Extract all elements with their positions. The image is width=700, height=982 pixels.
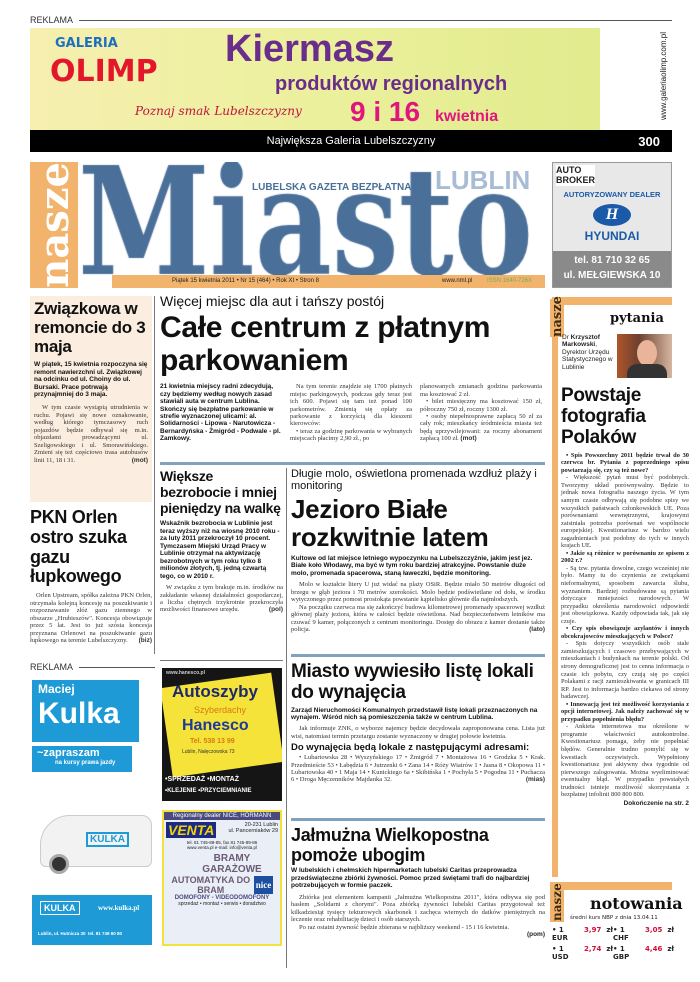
dealer-ad[interactable]: AUTO BROKER AUTORYZOWANY DEALER H HYUNDAI tel. 81 710 32 65 ul. MEŁGIEWSKA 10 bbox=[552, 162, 672, 288]
olimp-logo: OLIMP bbox=[50, 54, 158, 89]
advert-label: REKLAMA bbox=[30, 15, 672, 25]
advert-label: REKLAMA bbox=[30, 662, 155, 672]
car-image: KULKA bbox=[40, 815, 152, 867]
interview-question: • Jakie są różnice w porównaniu ze spisem z 2002 r.? bbox=[561, 549, 689, 565]
continued-link[interactable]: Dokończenie na str. 2 bbox=[623, 799, 689, 807]
ad-month: kwietnia bbox=[435, 108, 499, 125]
rate-currency: • 1 USD bbox=[552, 945, 569, 961]
section-rule bbox=[291, 654, 545, 657]
article-jezioro: Długie molo, oświetlona promenada wzdłuż plaży i monitoring Jezioro Białe rozkwitnie latem Kultowe od lat miejsce letniego wypoczynku na Lubelszczyźnie, jakim jest jez. Białe koło Włodawy, ma być w tym roku bardziej atrakcyjne. Powstanie duże molo, promenada spacerowa, staną ławeczki, będzie monitoring. Molo w kształcie litery U już widać na plaży OSiR. Będzie miało 50 metrów długości od brzegu w głąb jeziora i 70 metrów szerokości. Molo będzie podświetlane od dołu, w środku wytyczonego przez pomost prostokąta powstanie kąpielisko głównie dla najmłodszych. Na początku czerwca ma się zakończyć budowa kilometrowej promenady spacerowej wzdłuż głównej plaży jeziora, która w całości będzie oświetlona. Nad bezpieczeństwem letników ma czuwać 9 kamer, połączonych z centrum monitoringu. Dostęp do obrazu z kamer dostanie także policja. (lato) bbox=[291, 468, 545, 634]
nasze-tag: nasze bbox=[550, 883, 564, 921]
rate-currency: • 1 GBP bbox=[613, 945, 630, 961]
kulka-ad[interactable]: Maciej Kulka ~zapraszam na kursy prawa jazdy KULKA KULKA www.kulka.pl Lublin, ul. Hutnicza 30 tel. 81 749 60 80 bbox=[32, 680, 152, 945]
rate-currency: • 1 EUR bbox=[552, 926, 568, 942]
ad-dates: 9 i 16 bbox=[350, 96, 421, 127]
nasze-tag: nasze bbox=[550, 296, 565, 337]
divider bbox=[160, 660, 283, 661]
column-divider bbox=[286, 468, 287, 968]
interview-answer: - Ankieta internetowa ma określone w programie właściwości autokontrolne. Kwestionariusz pomaga, żeby nie popełniać błędów. Generalnie trudno pomylić się w kwestiach oczywistych. Wypełniony kwestionariusz jest aktywny dwa tygodnie od pierwszego zalogowania. Można wyeliminować ewentualny błąd. W przypadku powstałych trudności istnieje możliwość skorzystania z bezpłatnej infolinii 800 800 800. bbox=[561, 723, 689, 799]
tagline: LUBELSKA GAZETA BEZPŁATNA bbox=[252, 182, 412, 193]
kulka-url[interactable]: www.kulka.pl bbox=[98, 904, 140, 912]
orange-bar bbox=[552, 882, 672, 890]
hyundai-logo-icon: H bbox=[593, 204, 631, 226]
rates-title: notowania bbox=[590, 894, 683, 913]
sponsor-strip bbox=[600, 28, 672, 130]
article-lokale: Miasto wywiesiło listę lokali do wynajęcia Zarząd Nieruchomości Komunalnych przedstawił listę lokali przeznaczonych na wynajem. Wśród nich są pomieszczenia także w centrum Lublina. Jak informuje ZNK, o wyborze najemcy będzie decydowała zaproponowana cena. Lista już wisi, natomiast termin przetargu zostanie wyznaczony w drugiej połowie kwietnia. Do wynajęcia będą lokale z następującymi adresami: • Lubartowska 28 • Wyszyńskiego 17 • Żmigród 7 • Montażowa 16 • Grodzka 5 • Krak. Przedmieście 53 • Łabędzia 6 • Jutrzenki 6 • Zana 14 • Róży Wiatrów 1 • Jasna 8 • Okopowa 11 • Lubartowska 40 • 1 Maja 14 • Kunickiego 6a • Skibińska 1 • Pochyła 5 • Pogodna 11 • Puchacza 6 • Droga Męczenników Majdanka 32. (mias) bbox=[291, 661, 545, 784]
rate-unit: zł bbox=[606, 926, 613, 934]
interview-question: • Czy spis obowiązuje azylantów i innych obcokrajowców mieszkających w Polsce? bbox=[561, 625, 689, 640]
ad-title: Kiermasz bbox=[225, 28, 394, 70]
column-divider bbox=[154, 296, 155, 654]
rate-unit: zł bbox=[667, 945, 674, 953]
top-advert-banner[interactable] bbox=[30, 28, 672, 152]
hanesco-ad[interactable]: www.hanesco.pl Autoszyby Szyberdachy Hanesco Tel. 538 13 99 Lublin, Nałęczowska 73 •SPRZEDAŻ •MONTAŻ •KLEJENIE •PRZYCIEMNIANIE bbox=[162, 668, 282, 801]
interview-question: • Spis Powszechny 2011 będzie trwał do 30 czerwca br. Pytania z poprzedniego spisu powtarzają się, czy są też nowe? bbox=[561, 451, 689, 474]
article-parking: Więcej miejsc dla aut i tańszy postój Całe centrum z płatnym parkowaniem 21 kwietnia miejscy radni zdecydują, czy będziemy według nowych zasad stawiali auta w centrum Lublina. Skończy się bezpłatne parkowanie w strefie wyznaczonej ulicami: al. Solidarności - Lipowa - Narutowicza - Bernardyńska - Żmigród - Podwale - pl. Zamkowy. Na tym terenie znajdzie się 1700 płatnych miejsc parkingowych, podczas gdy teraz jest ich 600. Pojawi się tam też ponad 100 parkometrów. Zmienią się opłaty za parkowanie z korzyścią dla kieszeni kierowców: • teraz za godzinę parkowania w wybranych miejscach płacimy 2,90 zł., po planowanych zmianach godzina parkowania ma kosztować 2 zł. • bilet miesięczny ma kosztować 150 zł, półroczny 750 zł, roczny 1300 zł. • osoby niepełnosprawne zapłacą 50 zł za cały rok; mieszkańcy śródmieścia miasta też będą uprzywilejowani: za roczny abonament zapłacą 100 zł. (mot) bbox=[160, 293, 542, 443]
rate-currency: • 1 CHF bbox=[613, 926, 629, 942]
ad-url: www.galeriaolimp.com.pl bbox=[659, 32, 668, 121]
rate-item bbox=[552, 945, 613, 961]
rate-item bbox=[552, 926, 613, 942]
city-label: LUBLIN bbox=[435, 165, 531, 195]
interviewee: Dr Krzysztof Markowski, Dyrektor Urzędu Statystycznego w Lublinie bbox=[562, 334, 613, 371]
section-rule bbox=[160, 462, 545, 465]
website-link[interactable]: www.nml.pl bbox=[442, 278, 473, 284]
interview-answer: - Większość pytań musi być podobnych. Tworzymy układ porównywalny. Będzie to jednak nowa fotografia naszego życia. W tym samym czasie odbywają się podobne spisy we wszystkich państwach członkowskich UE. Poza porównaniami wewnętrznymi, krajowymi zaistniała potrzeba porównań we wspólnocie europejskiej. Kwestionariusz w bardzo wielu zagadnieniach jest podobny do tych w innych krajach UE. bbox=[561, 474, 689, 550]
rate-unit: zł bbox=[667, 926, 674, 934]
ad-script: Poznaj smak Lubelszczyzny bbox=[135, 104, 302, 118]
ad-subtitle: produktów regionalnych bbox=[275, 73, 508, 95]
orange-bar bbox=[552, 297, 672, 305]
article-bezrobocie: Większe bezrobocie i mniej pieniędzy na walkę Wskaźnik bezrobocia w Lublinie jest teraz wyższy niż na wiosnę 2010 roku - za luty 2011 przekroczył 10 procent. Tymczasem Miejski Urząd Pracy w Lublinie otrzymał na aktywizację bezrobotnych w tym roku tylko 8 milionów złotych, tj. jedną czwartą tego, co w 2010 r. W związku z tym brakuje m.in. środków na zakładanie własnej działalności gospodarczej, a liczba chętnych trzykrotnie przekroczyła możliwości finansowe urzędu. (pol) bbox=[160, 468, 283, 614]
rate-item bbox=[613, 945, 674, 961]
olimp-small: GALERIA bbox=[55, 36, 118, 51]
section-title: pytania bbox=[610, 311, 664, 326]
article-jalmuzna: Jałmużna Wielkopostna pomoże ubogim W lubelskich i chełmskich hipermarketach lubelski Caritas przeprowadza przedświąteczne zbiórki żywności. Pomoc przed świętami trafi do najbardziej potrzebujących w formie paczek. Zbiórka jest elementem kampanii „Jałmużna Wielkopostna 2011", która odbywa się pod hasłem „Solidarni z chorymi". Poza zbiórką żywności lubelski Caritas przygotował też kilkadziesiąt tysięcy tekturowych skarbonek i zachęca wiernych do datków pieniężnych na leczenie oraz rehabilitację dzieci i osób starszych. Po raz ostatni żywność będzie zbierana w najbliższy weekend - 15 i 16 kwietnia. (pom) bbox=[291, 825, 545, 939]
venta-ad[interactable]: Regionalny dealer NICE, HÖRMANN VENTA 20-231 Lublin ul. Pancerniaków 29 tel. 81 745-89-85, fax 81 745-89-86 www.venta.pl e-mail: info@venta.pl BRAMY GARAŻOWE AUTOMATYKA DO BRAM nice DOMOFONY - VIDEODOMOFONY sprzedaż • montaż • serwis • doradztwo bbox=[162, 810, 282, 946]
rates-list bbox=[552, 926, 674, 961]
rate-unit: zł bbox=[606, 945, 613, 953]
section-rule bbox=[291, 818, 545, 821]
orange-bar bbox=[552, 297, 558, 877]
article-zwiazkowa: Związkowa w remoncie do 3 maja W piątek, 15 kwietnia rozpoczyna się remont nawierzchni ul. Związkowej na odcinku od ul. Choiny do ul. Bursaki. Prace potrwają przynajmniej do 3 maja. W tym czasie wystąpią utrudnienia w ruchu. Pojawi się nowe oznakowanie, według którego tymczasowy ruch pojazdów będzie odbywał się m.in. objazdami prowadzącymi ul. Szeligowskiego i ul. Smorawińskiego. Zmieni się też częściowo trasa autobusów linii 11, 18 i 31. (mot) bbox=[30, 296, 152, 502]
article-orlen: PKN Orlen ostro szuka gazu łupkowego Orlen Upstream, spółka zależna PKN Orlen, otrzymała kolejną koncesję na poszukiwanie i rozpoznawanie złóż gazu ziemnego w obszarze „Hrubieszów". Koncesja obowiązuje przez 5 lat. Jest to już szósta koncesja przyznana Orlenowi na poszukiwanie gazu łupkowego na terenie Lubelszczyzny. (biz) bbox=[30, 507, 152, 644]
rates-subtitle: średni kurs NBP z dnia 13.04.11 bbox=[570, 915, 658, 921]
interview-answer: - Spis dotyczy wszystkich osób stale zamieszkujących i czasowo przebywających w mieszkaniach i budynkach na terenie polski. Od strony demograficznej jest to cenna informacja o czasie ich pobytu, czy czują się po części Polakami z racji zamieszkiwania w granicach III RP. Jest to informacja bardzo ciekawa od strony badawczej. bbox=[561, 640, 689, 701]
rate-item bbox=[613, 926, 674, 942]
wheel-icon bbox=[49, 854, 69, 874]
masthead bbox=[30, 162, 545, 288]
rate-value: 4,46 bbox=[645, 945, 663, 953]
rate-value: 3,97 bbox=[584, 926, 602, 934]
interview-article: Powstaje fotografia Polaków • Spis Powszechny 2011 będzie trwał do 30 czerwca br. Pytania z poprzedniego spisu powtarzają się, czy są też nowe? - Większość pytań musi być podobnych. Tworzymy układ porównywalny. Będzie to jednak nowa fotografia naszego życia. W tym samym czasie odbywają się podobne spisy we wszystkich państwach członkowskich UE. Poza porównaniami wewnętrznymi, krajowymi zaistniała potrzeba porównań we wspólnocie europejskiej. Kwestionariusz w bardzo wielu zagadnieniach jest podobny do tych w innych krajach UE. • Jakie są różnice w porównaniu ze spisem z 2002 r.? - Są tzw. pytania dowolne, czego wcześniej nie było. Mamy tu do czynienia ze związkami nieformalnymi, sposobem zawarcia ślubu, wyznaniem. Bardziej rozbudowane są pytania dotyczące mniejszości narodowych. W przypadku określenia narodowości odpowiedź jest obowiązkowa. Każdy odpowiada tak, jak się czuje. • Czy spis obowiązuje azylantów i innych obcokrajowców mieszkających w Polsce? - Spis dotyczy wszystkich osób stale zamieszkujących i czasowo przebywających w mieszkaniach i budynkach na terenie polski. Od strony demograficznej jest to cenna informacja o czasie ich pobytu, czy czują się po części Polakami z racji zamieszkiwania w granicach III RP. Jest to informacja bardzo ciekawa od strony badawczej. • Innowacją jest też możliwość korzystania z opcji internetowej. Jak należy zachować się w przypadku popełnienia błędu? - Ankieta internetowa ma określone w programie właściwości autokontrolne. Kwestionariusz pomaga, żeby nie popełniać błędów. Generalnie trudno pomylić się w kwestiach oczywistych. Wypełniony kwestionariusz jest aktywny dwa tygodnie od pierwszego zalogowania. Można wyeliminować ewentualny błąd. W przypadku powstałych trudności istnieje możliwość skorzystania z bezpłatnej infolinii 800 800 800. Dokończenie na str. 2 bbox=[561, 385, 689, 807]
issue-strip: Piątek 15 kwietnia 2011 • Nr 15 (464) • Rok XI • Stron 8 www.nml.pl ISSN 1640-726X bbox=[112, 275, 545, 288]
rate-value: 2,74 bbox=[584, 945, 602, 953]
interview-question: • Innowacją jest też możliwość korzystania z opcji internetowej. Jak należy zachować się w przypadku popełnienia błędu? bbox=[561, 700, 689, 723]
rate-value: 3,05 bbox=[645, 926, 663, 934]
ad-footer: Największa Galeria Lubelszczyzny 300 bbox=[30, 130, 672, 152]
interview-answer: - Są tzw. pytania dowolne, czego wcześniej nie było. Mamy tu do czynienia ze związkami nieformalnymi, sposobem zawarcia ślubu, wyznaniem. Bardziej rozbudowane są pytania dotyczące mniejszości narodowych. W przypadku określenia narodowości odpowiedź jest obowiązkowa. Każdy odpowiada tak, jak się czuje. bbox=[561, 564, 689, 625]
nasze-tag: nasze bbox=[30, 162, 78, 288]
interviewee-photo bbox=[617, 334, 672, 378]
